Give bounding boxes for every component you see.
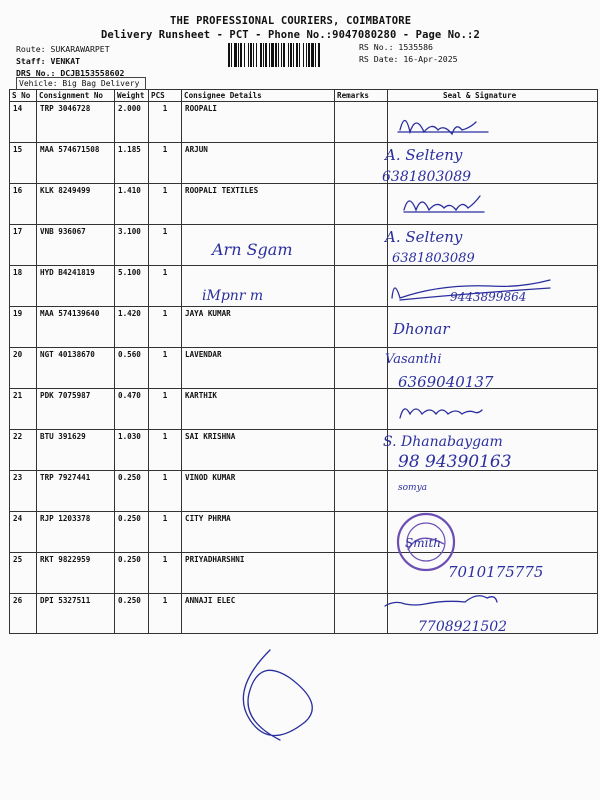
cell-pcs: 1: [149, 143, 182, 184]
cell-remarks: [335, 553, 388, 594]
hand-row18-phone: 9443899864: [450, 290, 527, 304]
cell-remarks: [335, 348, 388, 389]
cell-remarks: [335, 225, 388, 266]
cell-consignee: ROOPALI TEXTILES: [182, 184, 335, 225]
table-row: [10, 512, 598, 553]
staff-value: VENKAT: [50, 56, 81, 66]
barcode-bar: [296, 43, 298, 67]
cell-sno: 14: [10, 102, 37, 143]
cell-pcs: 1: [149, 266, 182, 307]
table-row: [10, 594, 598, 634]
barcode-bar: [293, 43, 294, 67]
col-sno: S No: [10, 90, 37, 102]
drs-label: DRS No.:: [16, 68, 56, 78]
cell-seal-signature: [388, 348, 598, 389]
col-consignee: Consignee Details: [182, 90, 335, 102]
hand-row19-name: Dhonar: [393, 320, 450, 338]
barcode-bar: [248, 43, 249, 67]
cell-remarks: [335, 102, 388, 143]
cell-consignee: JAYA KUMAR: [182, 307, 335, 348]
table-row: [10, 430, 598, 471]
hand-row17-phone: 6381803089: [392, 251, 475, 266]
cell-seal-signature: [388, 471, 598, 512]
route-text: Route: SUKARAWARPET: [16, 44, 110, 54]
cell-remarks: [335, 143, 388, 184]
cell-consignee: KARTHIK: [182, 389, 335, 430]
barcode-bar: [308, 43, 310, 67]
barcode-bar: [290, 43, 292, 67]
cell-sno: 20: [10, 348, 37, 389]
cell-seal-signature: [388, 102, 598, 143]
hand-row22-phone: 98 94390163: [398, 452, 512, 472]
cell-sno: 25: [10, 553, 37, 594]
barcode-bar: [318, 43, 320, 67]
table-row: [10, 266, 598, 307]
barcode-bar: [231, 43, 232, 67]
barcode-bar: [271, 43, 274, 67]
vehicle-box: Vehicle: Big Bag Delivery: [16, 77, 146, 90]
cell-consignment: TRP 7927441: [37, 471, 115, 512]
cell-consignment: MAA 574139640: [37, 307, 115, 348]
hand-row23-name: somya: [398, 483, 428, 493]
hand-row24-name: Smith: [405, 536, 441, 550]
cell-seal-signature: [388, 266, 598, 307]
cell-sno: 15: [10, 143, 37, 184]
barcode-bar: [281, 43, 282, 67]
cell-consignee: [182, 225, 335, 266]
cell-consignee: VINOD KUMAR: [182, 471, 335, 512]
cell-remarks: [335, 266, 388, 307]
cell-consignee: ARJUN: [182, 143, 335, 184]
table-row: [10, 348, 598, 389]
cell-pcs: 1: [149, 348, 182, 389]
cell-consignment: RJP 1203378: [37, 512, 115, 553]
barcode-bar: [275, 43, 277, 67]
cell-seal-signature: [388, 184, 598, 225]
cell-weight: 1.030: [115, 430, 149, 471]
cell-weight: 3.100: [115, 225, 149, 266]
table-row: [10, 184, 598, 225]
barcode-bar: [253, 43, 254, 67]
cell-consignment: PDK 7075987: [37, 389, 115, 430]
cell-consignee: ROOPALI: [182, 102, 335, 143]
table-row: [10, 471, 598, 512]
cell-consignment: RKT 9822959: [37, 553, 115, 594]
barcode: [228, 43, 354, 67]
cell-weight: 1.410: [115, 184, 149, 225]
staff-label: Staff:: [16, 56, 46, 66]
col-seal-signature: Seal & Signature: [388, 90, 598, 102]
col-weight: Weight: [115, 90, 149, 102]
barcode-bar: [306, 43, 307, 67]
cell-sno: 19: [10, 307, 37, 348]
cell-weight: 5.100: [115, 266, 149, 307]
cell-seal-signature: [388, 225, 598, 266]
barcode-bar: [299, 43, 300, 67]
hand-row22-name: S. Dhanabaygam: [383, 434, 503, 450]
cell-consignment: NGT 40138670: [37, 348, 115, 389]
col-pcs: PCS: [149, 90, 182, 102]
barcode-bar: [288, 43, 289, 67]
cell-pcs: 1: [149, 594, 182, 634]
cell-seal-signature: [388, 307, 598, 348]
cell-consignment: BTU 391629: [37, 430, 115, 471]
cell-weight: 0.560: [115, 348, 149, 389]
cell-remarks: [335, 389, 388, 430]
hand-row17-consignee: Arn Sgam: [212, 240, 293, 259]
cell-sno: 18: [10, 266, 37, 307]
cell-weight: 0.470: [115, 389, 149, 430]
cell-weight: 1.420: [115, 307, 149, 348]
cell-consignee: PRIYADHARSHNI: [182, 553, 335, 594]
cell-weight: 0.250: [115, 553, 149, 594]
barcode-bar: [250, 43, 252, 67]
cell-seal-signature: [388, 594, 598, 634]
cell-remarks: [335, 430, 388, 471]
barcode-bar: [263, 43, 264, 67]
cell-seal-signature: [388, 389, 598, 430]
cell-weight: 1.185: [115, 143, 149, 184]
barcode-bar: [234, 43, 237, 67]
cell-sno: 17: [10, 225, 37, 266]
col-remarks: Remarks: [335, 90, 388, 102]
runsheet-subtitle: Delivery Runsheet - PCT - Phone No.:9047080280 - Page No.:2: [101, 29, 480, 41]
cell-seal-signature: [388, 430, 598, 471]
col-consignment: Consignment No: [37, 90, 115, 102]
barcode-bar: [311, 43, 314, 67]
cell-consignment: KLK 8249499: [37, 184, 115, 225]
cell-weight: 2.000: [115, 102, 149, 143]
barcode-bar: [265, 43, 267, 67]
cell-remarks: [335, 184, 388, 225]
cell-pcs: 1: [149, 389, 182, 430]
hand-row15-name: A. Selteny: [385, 146, 463, 164]
cell-consignment: DPI 5327511: [37, 594, 115, 634]
hand-row15-phone: 6381803089: [382, 169, 472, 185]
barcode-bar: [240, 43, 242, 67]
table-row: [10, 553, 598, 594]
barcode-bar: [283, 43, 285, 67]
cell-consignee: CITY PHRMA: [182, 512, 335, 553]
hand-row25-phone: 7010175775: [448, 563, 544, 581]
cell-sno: 22: [10, 430, 37, 471]
cell-pcs: 1: [149, 184, 182, 225]
hand-row17-name: A. Selteny: [385, 228, 463, 246]
hand-row26-phone: 7708921502: [418, 619, 508, 635]
cell-sno: 26: [10, 594, 37, 634]
barcode-bar: [260, 43, 262, 67]
cell-remarks: [335, 471, 388, 512]
cell-pcs: 1: [149, 512, 182, 553]
cell-pcs: 1: [149, 430, 182, 471]
cell-consignee: SAI KRISHNA: [182, 430, 335, 471]
rs-number: RS No.: 1535586: [359, 42, 433, 52]
barcode-bar: [278, 43, 279, 67]
cell-weight: 0.250: [115, 512, 149, 553]
barcode-bar: [303, 43, 304, 67]
hand-row18-consignee: iMpnr m: [202, 288, 264, 304]
table-header-row: [10, 90, 598, 102]
cell-remarks: [335, 307, 388, 348]
cell-remarks: [335, 512, 388, 553]
hand-row20-name: Vasanthi: [385, 352, 442, 367]
drs-value: DCJB153558602: [60, 68, 125, 78]
signature-footer: [243, 650, 312, 740]
cell-pcs: 1: [149, 553, 182, 594]
rs-date: RS Date: 16-Apr-2025: [359, 54, 458, 64]
cell-consignment: VNB 936067: [37, 225, 115, 266]
hand-row20-phone: 6369040137: [398, 373, 494, 391]
cell-consignee: LAVENDAR: [182, 348, 335, 389]
table-row: [10, 225, 598, 266]
cell-seal-signature: [388, 143, 598, 184]
barcode-bar: [244, 43, 245, 67]
table-row: [10, 307, 598, 348]
cell-pcs: 1: [149, 102, 182, 143]
barcode-bar: [269, 43, 270, 67]
runsheet-table: [9, 89, 598, 634]
table-row: [10, 389, 598, 430]
cell-weight: 0.250: [115, 471, 149, 512]
cell-sno: 23: [10, 471, 37, 512]
company-title: THE PROFESSIONAL COURIERS, COIMBATORE: [170, 15, 412, 27]
barcode-bar: [315, 43, 316, 67]
cell-sno: 24: [10, 512, 37, 553]
table-row: [10, 102, 598, 143]
cell-consignment: HYD B4241819: [37, 266, 115, 307]
cell-pcs: 1: [149, 225, 182, 266]
barcode-bar: [228, 43, 230, 67]
staff-line: [16, 56, 80, 66]
cell-sno: 21: [10, 389, 37, 430]
table-row: [10, 143, 598, 184]
cell-seal-signature: [388, 512, 598, 553]
barcode-bar: [256, 43, 257, 67]
barcode-bar: [238, 43, 239, 67]
cell-sno: 16: [10, 184, 37, 225]
cell-consignee: [182, 266, 335, 307]
cell-pcs: 1: [149, 307, 182, 348]
cell-weight: 0.250: [115, 594, 149, 634]
cell-consignment: MAA 574671508: [37, 143, 115, 184]
cell-consignment: TRP 3046728: [37, 102, 115, 143]
cell-seal-signature: [388, 553, 598, 594]
cell-consignee: ANNAJI ELEC: [182, 594, 335, 634]
cell-remarks: [335, 594, 388, 634]
cell-pcs: 1: [149, 471, 182, 512]
